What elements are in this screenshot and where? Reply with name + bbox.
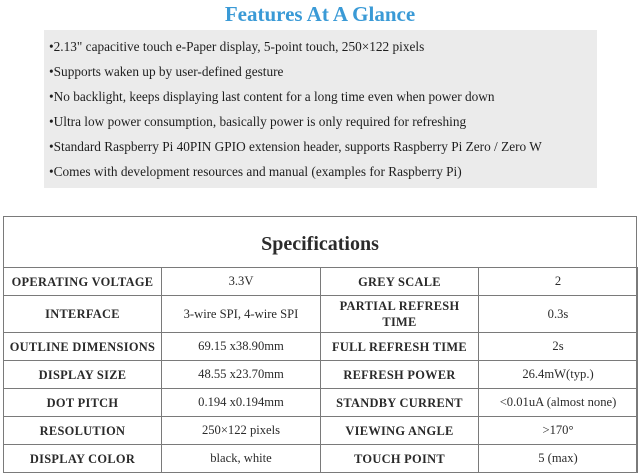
spec-value: 69.15 x38.90mm [162, 333, 321, 361]
feature-item: •Standard Raspberry Pi 40PIN GPIO extension header, supports Raspberry Pi Zero / Zero W [49, 139, 542, 154]
spec-value: 3.3V [162, 268, 321, 296]
features-list [44, 30, 597, 188]
spec-value: 0.3s [479, 296, 638, 333]
feature-item: •2.13" capacitive touch e-Paper display, 5-point touch, 250×122 pixels [49, 39, 425, 54]
spec-value: 26.4mW(typ.) [479, 361, 638, 389]
specifications-panel [3, 216, 637, 473]
spec-label: INTERFACE [4, 296, 162, 333]
spec-value: 2 [479, 268, 638, 296]
table-row [4, 268, 638, 296]
spec-label: OUTLINE DIMENSIONS [4, 333, 162, 361]
specifications-title: Specifications [261, 233, 379, 255]
table-row [4, 296, 638, 333]
specifications-table [3, 267, 638, 473]
feature-item: •Supports waken up by user-defined gesture [49, 64, 284, 79]
spec-label: FULL REFRESH TIME [321, 333, 479, 361]
spec-label: REFRESH POWER [321, 361, 479, 389]
spec-value: 0.194 x0.194mm [162, 389, 321, 417]
spec-label: GREY SCALE [321, 268, 479, 296]
spec-label: TOUCH POINT [321, 445, 479, 473]
spec-value: 250×122 pixels [162, 417, 321, 445]
feature-item: •No backlight, keeps displaying last content for a long time even when power down [49, 89, 495, 104]
spec-label: OPERATING VOLTAGE [4, 268, 162, 296]
table-row [4, 445, 638, 473]
spec-label: DOT PITCH [4, 389, 162, 417]
spec-label: DISPLAY SIZE [4, 361, 162, 389]
feature-item: •Ultra low power consumption, basically power is only required for refreshing [49, 114, 467, 129]
spec-value: >170° [479, 417, 638, 445]
spec-label: STANDBY CURRENT [321, 389, 479, 417]
features-title: Features At A Glance [224, 2, 416, 26]
feature-item: •Comes with development resources and manual (examples for Raspberry Pi) [49, 164, 462, 179]
table-row [4, 333, 638, 361]
spec-value: 5 (max) [479, 445, 638, 473]
spec-label: PARTIAL REFRESH TIME [321, 296, 479, 333]
spec-value: <0.01uA (almost none) [479, 389, 638, 417]
table-row [4, 361, 638, 389]
table-row [4, 389, 638, 417]
spec-label: VIEWING ANGLE [321, 417, 479, 445]
spec-value: black, white [162, 445, 321, 473]
spec-label: RESOLUTION [4, 417, 162, 445]
table-row [4, 417, 638, 445]
spec-value: 2s [479, 333, 638, 361]
spec-value: 48.55 x23.70mm [162, 361, 321, 389]
spec-value: 3-wire SPI, 4-wire SPI [162, 296, 321, 333]
spec-label: DISPLAY COLOR [4, 445, 162, 473]
